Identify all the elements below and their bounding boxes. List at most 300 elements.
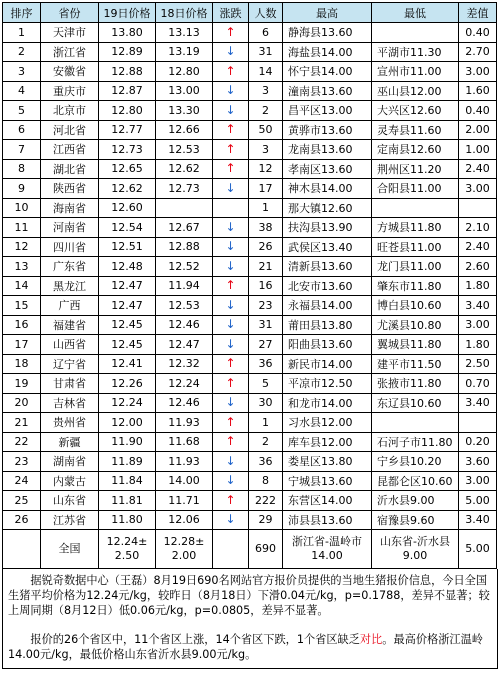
table-row (3, 179, 497, 199)
high-cell: 龙南县13.60 (283, 140, 372, 160)
arrow-down-icon: ↓ (225, 44, 236, 59)
rank-cell: 1 (3, 23, 41, 43)
high-cell: 新民市14.00 (283, 354, 372, 374)
diff-cell: 2.00 (459, 120, 497, 140)
diff-cell: 2.70 (459, 42, 497, 62)
table-row (3, 510, 497, 530)
arrow-down-icon: ↓ (225, 317, 236, 332)
total-high-line2: 14.00 (311, 549, 343, 562)
arrow-down-icon: ↓ (225, 258, 236, 273)
price-19-cell: 11.80 (99, 510, 156, 530)
diff-cell: 3.00 (459, 471, 497, 491)
rank-cell: 11 (3, 218, 41, 238)
price-19-cell: 11.90 (99, 432, 156, 452)
high-cell: 永福县14.00 (283, 296, 372, 316)
diff-cell: 0.70 (459, 374, 497, 394)
price-18-cell: 14.00 (156, 471, 213, 491)
high-cell: 黄骅市13.60 (283, 120, 372, 140)
trend-cell (213, 335, 249, 355)
price-18-cell: 12.62 (156, 159, 213, 179)
count-cell: 17 (249, 179, 283, 199)
trend-cell (213, 198, 249, 218)
price-19-cell: 12.45 (99, 315, 156, 335)
province-cell: 江西省 (41, 140, 99, 160)
trend-cell (213, 23, 249, 43)
diff-cell: 3.60 (459, 452, 497, 472)
high-cell: 武侯区13.40 (283, 237, 372, 257)
trend-cell (213, 452, 249, 472)
trend-cell (213, 42, 249, 62)
count-cell: 2 (249, 432, 283, 452)
high-cell: 扶沟县13.90 (283, 218, 372, 238)
arrow-up-icon: ↑ (225, 141, 236, 156)
table-row (3, 471, 497, 491)
price-19-cell: 11.81 (99, 491, 156, 511)
trend-cell (213, 471, 249, 491)
high-cell: 娄星区13.80 (283, 452, 372, 472)
count-cell: 16 (249, 276, 283, 296)
table-row (3, 140, 497, 160)
low-cell: 建平市11.50 (372, 354, 459, 374)
price-18-cell (156, 198, 213, 218)
summary-paragraph-2-text-a: 报价的26个省区中，11个省区上涨，14个省区下跌，1个省区缺乏 (30, 633, 360, 646)
price-19-cell: 12.41 (99, 354, 156, 374)
arrow-up-icon: ↑ (225, 375, 236, 390)
high-cell: 海盐县14.00 (283, 42, 372, 62)
low-cell: 合阳县11.00 (372, 179, 459, 199)
trend-cell (213, 315, 249, 335)
count-cell: 31 (249, 315, 283, 335)
trend-cell (213, 491, 249, 511)
price-19-cell: 12.51 (99, 237, 156, 257)
arrow-up-icon: ↑ (225, 492, 236, 507)
price-19-cell: 11.89 (99, 452, 156, 472)
total-low-line1: 山东省-沂水县 (380, 535, 450, 548)
rank-cell: 22 (3, 432, 41, 452)
header-rank: 排序 (3, 3, 41, 23)
count-cell: 23 (249, 296, 283, 316)
province-cell: 海南省 (41, 198, 99, 218)
arrow-down-icon: ↓ (225, 83, 236, 98)
price-18-cell: 12.88 (156, 237, 213, 257)
low-cell: 沂水县9.00 (372, 491, 459, 511)
trend-cell (213, 159, 249, 179)
diff-cell: 3.40 (459, 296, 497, 316)
arrow-down-icon: ↓ (225, 297, 236, 312)
total-price-18-line1: 12.28± (163, 535, 205, 548)
total-high-line1: 浙江省-温岭市 (292, 535, 362, 548)
count-cell: 5 (249, 374, 283, 394)
low-cell: 张掖市11.80 (372, 374, 459, 394)
low-cell: 尤溪县10.80 (372, 315, 459, 335)
diff-cell (459, 413, 497, 433)
rank-cell: 24 (3, 471, 41, 491)
price-19-cell: 12.24 (99, 393, 156, 413)
arrow-down-icon: ↓ (225, 336, 236, 351)
arrow-up-icon: ↑ (225, 278, 236, 293)
trend-cell (213, 237, 249, 257)
price-18-cell: 11.71 (156, 491, 213, 511)
count-cell: 27 (249, 335, 283, 355)
total-price-19-line1: 12.24± (106, 535, 148, 548)
province-cell: 新疆 (41, 432, 99, 452)
high-cell: 那大镇12.60 (283, 198, 372, 218)
table-row (3, 237, 497, 257)
trend-cell (213, 296, 249, 316)
diff-cell: 1.80 (459, 276, 497, 296)
price-18-cell: 12.73 (156, 179, 213, 199)
high-cell: 怀宁县14.00 (283, 62, 372, 82)
rank-cell: 20 (3, 393, 41, 413)
summary-paragraph-2-text-b: 。最高价格浙江温岭14.00元/kg，最低价格山东省沂水县9.00元/kg。 (8, 633, 483, 661)
province-cell: 山西省 (41, 335, 99, 355)
trend-cell (213, 140, 249, 160)
rank-cell: 25 (3, 491, 41, 511)
low-cell: 方城县11.80 (372, 218, 459, 238)
diff-cell: 0.40 (459, 101, 497, 121)
trend-cell (213, 276, 249, 296)
count-cell: 3 (249, 81, 283, 101)
high-cell: 库车县12.00 (283, 432, 372, 452)
diff-cell: 3.00 (459, 62, 497, 82)
count-cell: 2 (249, 101, 283, 121)
province-cell: 河北省 (41, 120, 99, 140)
table-row (3, 218, 497, 238)
summary-paragraph-2 (8, 632, 492, 662)
high-cell: 习水县12.00 (283, 413, 372, 433)
diff-cell: 3.40 (459, 393, 497, 413)
price-18-cell: 12.67 (156, 218, 213, 238)
rank-cell: 21 (3, 413, 41, 433)
province-cell: 广西 (41, 296, 99, 316)
low-cell: 荆州区11.20 (372, 159, 459, 179)
trend-cell (213, 81, 249, 101)
low-cell: 平湖市11.30 (372, 42, 459, 62)
price-19-cell: 12.62 (99, 179, 156, 199)
low-cell: 宿豫县9.60 (372, 510, 459, 530)
low-cell (372, 23, 459, 43)
arrow-up-icon: ↑ (225, 24, 236, 39)
trend-cell (213, 257, 249, 277)
price-18-cell: 13.13 (156, 23, 213, 43)
total-trend (213, 530, 249, 569)
low-cell: 龙门县11.00 (372, 257, 459, 277)
low-cell: 翼城县11.80 (372, 335, 459, 355)
count-cell: 1 (249, 198, 283, 218)
summary-highlight-contrast: 对比 (359, 633, 383, 646)
high-cell: 宁城县13.60 (283, 471, 372, 491)
price-19-cell: 12.65 (99, 159, 156, 179)
arrow-up-icon: ↑ (225, 434, 236, 449)
diff-cell: 0.40 (459, 23, 497, 43)
province-cell: 重庆市 (41, 81, 99, 101)
arrow-up-icon: ↑ (225, 161, 236, 176)
low-cell: 肇东市11.80 (372, 276, 459, 296)
arrow-down-icon: ↓ (225, 512, 236, 527)
price-19-cell: 12.87 (99, 81, 156, 101)
diff-cell: 2.50 (459, 354, 497, 374)
total-low (372, 530, 459, 569)
rank-cell: 16 (3, 315, 41, 335)
low-cell: 宁乡县10.20 (372, 452, 459, 472)
rank-cell: 5 (3, 101, 41, 121)
total-price-19 (99, 530, 156, 569)
trend-cell (213, 101, 249, 121)
table-row (3, 335, 497, 355)
header-price-18: 18日价格 (156, 3, 213, 23)
high-cell: 清新县13.60 (283, 257, 372, 277)
price-18-cell: 11.93 (156, 413, 213, 433)
price-18-cell: 13.30 (156, 101, 213, 121)
table-row (3, 354, 497, 374)
price-18-cell: 12.53 (156, 140, 213, 160)
price-19-cell: 13.80 (99, 23, 156, 43)
price-19-cell: 12.47 (99, 276, 156, 296)
diff-cell: 2.10 (459, 218, 497, 238)
high-cell: 昌平区13.00 (283, 101, 372, 121)
low-cell: 大兴区12.60 (372, 101, 459, 121)
rank-cell: 7 (3, 140, 41, 160)
high-cell: 潼南县13.60 (283, 81, 372, 101)
province-cell: 浙江省 (41, 42, 99, 62)
rank-cell: 26 (3, 510, 41, 530)
low-cell: 定南县12.60 (372, 140, 459, 160)
price-19-cell: 12.77 (99, 120, 156, 140)
price-19-cell: 11.84 (99, 471, 156, 491)
table-row (3, 491, 497, 511)
header-count: 人数 (249, 3, 283, 23)
trend-cell (213, 179, 249, 199)
total-low-line2: 9.00 (402, 549, 428, 562)
arrow-down-icon: ↓ (225, 102, 236, 117)
count-cell: 6 (249, 23, 283, 43)
table-row (3, 198, 497, 218)
province-cell: 山东省 (41, 491, 99, 511)
high-cell: 神木县14.00 (283, 179, 372, 199)
trend-cell (213, 62, 249, 82)
price-18-cell: 12.80 (156, 62, 213, 82)
rank-cell: 14 (3, 276, 41, 296)
rank-cell: 12 (3, 237, 41, 257)
price-19-cell: 12.48 (99, 257, 156, 277)
count-cell: 38 (249, 218, 283, 238)
price-18-cell: 12.24 (156, 374, 213, 394)
price-report (2, 2, 496, 669)
trend-cell (213, 393, 249, 413)
table-row (3, 432, 497, 452)
price-18-cell: 12.46 (156, 393, 213, 413)
low-cell: 宣州市11.00 (372, 62, 459, 82)
table-row (3, 374, 497, 394)
trend-cell (213, 354, 249, 374)
diff-cell: 1.60 (459, 81, 497, 101)
price-19-cell: 12.73 (99, 140, 156, 160)
total-label: 全国 (41, 530, 99, 569)
total-price-19-line2: 2.50 (114, 549, 140, 562)
count-cell: 21 (249, 257, 283, 277)
low-cell (372, 198, 459, 218)
price-19-cell: 12.54 (99, 218, 156, 238)
price-18-cell: 13.19 (156, 42, 213, 62)
province-cell: 湖北省 (41, 159, 99, 179)
price-18-cell: 12.47 (156, 335, 213, 355)
price-18-cell: 12.52 (156, 257, 213, 277)
high-cell: 莆田县13.80 (283, 315, 372, 335)
price-table (2, 2, 497, 569)
province-cell: 辽宁省 (41, 354, 99, 374)
rank-cell: 4 (3, 81, 41, 101)
price-18-cell: 13.00 (156, 81, 213, 101)
diff-cell: 3.00 (459, 179, 497, 199)
province-cell: 福建省 (41, 315, 99, 335)
price-19-cell: 12.60 (99, 198, 156, 218)
table-row (3, 101, 497, 121)
price-19-cell: 12.45 (99, 335, 156, 355)
high-cell: 东营区14.00 (283, 491, 372, 511)
table-row (3, 62, 497, 82)
diff-cell: 3.40 (459, 510, 497, 530)
province-cell: 安徽省 (41, 62, 99, 82)
count-cell: 50 (249, 120, 283, 140)
price-18-cell: 11.94 (156, 276, 213, 296)
table-row (3, 315, 497, 335)
arrow-up-icon: ↑ (225, 356, 236, 371)
province-cell: 广东省 (41, 257, 99, 277)
header-diff: 差值 (459, 3, 497, 23)
price-18-cell: 12.66 (156, 120, 213, 140)
high-cell: 平凉市12.50 (283, 374, 372, 394)
table-row (3, 23, 497, 43)
province-cell: 北京市 (41, 101, 99, 121)
province-cell: 天津市 (41, 23, 99, 43)
table-row (3, 42, 497, 62)
diff-cell: 5.00 (459, 491, 497, 511)
high-cell: 阳曲县13.60 (283, 335, 372, 355)
summary-paragraph-1: 据锐奇数据中心（王磊）8月19日690名网站官方报价员提供的当地生猪报价信息，今日全国生猪平均价格为12.24元/kg，较昨日（8月18日）下滑0.04元/kg，p=0.1788，差异不显著；较上周同期（8月12日）低0.06元/kg，p=0.0805，差异不显著。 (8, 574, 490, 617)
price-19-cell: 12.80 (99, 101, 156, 121)
province-cell: 河南省 (41, 218, 99, 238)
total-price-18 (156, 530, 213, 569)
table-row (3, 257, 497, 277)
province-cell: 陕西省 (41, 179, 99, 199)
table-header-row (3, 3, 497, 23)
price-18-cell: 11.68 (156, 432, 213, 452)
arrow-down-icon: ↓ (225, 453, 236, 468)
total-diff: 5.00 (459, 530, 497, 569)
table-row (3, 393, 497, 413)
total-rank (3, 530, 41, 569)
price-19-cell: 12.89 (99, 42, 156, 62)
diff-cell: 3.00 (459, 315, 497, 335)
province-cell: 贵州省 (41, 413, 99, 433)
low-cell: 东辽县10.60 (372, 393, 459, 413)
price-19-cell: 12.26 (99, 374, 156, 394)
price-18-cell: 12.53 (156, 296, 213, 316)
arrow-down-icon: ↓ (225, 219, 236, 234)
count-cell: 36 (249, 452, 283, 472)
high-cell: 北安市13.60 (283, 276, 372, 296)
arrow-down-icon: ↓ (225, 239, 236, 254)
count-cell: 222 (249, 491, 283, 511)
low-cell: 旺苍县11.00 (372, 237, 459, 257)
count-cell: 29 (249, 510, 283, 530)
high-cell: 沛县县13.60 (283, 510, 372, 530)
count-cell: 1 (249, 413, 283, 433)
low-cell: 博白县10.60 (372, 296, 459, 316)
rank-cell: 2 (3, 42, 41, 62)
low-cell: 昆都仑区10.60 (372, 471, 459, 491)
price-19-cell: 12.47 (99, 296, 156, 316)
low-cell: 巫山县12.00 (372, 81, 459, 101)
low-cell (372, 413, 459, 433)
count-cell: 8 (249, 471, 283, 491)
rank-cell: 9 (3, 179, 41, 199)
arrow-up-icon: ↑ (225, 122, 236, 137)
table-row (3, 120, 497, 140)
count-cell: 14 (249, 62, 283, 82)
price-18-cell: 12.32 (156, 354, 213, 374)
header-price-19: 19日价格 (99, 3, 156, 23)
province-cell: 湖南省 (41, 452, 99, 472)
province-cell: 江苏省 (41, 510, 99, 530)
diff-cell: 0.20 (459, 432, 497, 452)
low-cell: 石河子市11.80 (372, 432, 459, 452)
high-cell: 孝南区13.60 (283, 159, 372, 179)
rank-cell: 15 (3, 296, 41, 316)
arrow-down-icon: ↓ (225, 473, 236, 488)
count-cell: 31 (249, 42, 283, 62)
table-row (3, 159, 497, 179)
rank-cell: 13 (3, 257, 41, 277)
province-cell: 甘肃省 (41, 374, 99, 394)
high-cell: 和龙市14.00 (283, 393, 372, 413)
high-cell: 静海县13.60 (283, 23, 372, 43)
table-row (3, 413, 497, 433)
national-total-row (3, 530, 497, 569)
rank-cell: 17 (3, 335, 41, 355)
header-high: 最高 (283, 3, 372, 23)
trend-cell (213, 218, 249, 238)
price-18-cell: 12.46 (156, 315, 213, 335)
total-count: 690 (249, 530, 283, 569)
table-row (3, 81, 497, 101)
summary-notes (2, 569, 498, 669)
arrow-up-icon: ↑ (225, 63, 236, 78)
header-trend: 涨跌 (213, 3, 249, 23)
price-18-cell: 11.93 (156, 452, 213, 472)
province-cell: 内蒙古 (41, 471, 99, 491)
price-19-cell: 12.88 (99, 62, 156, 82)
price-19-cell: 12.00 (99, 413, 156, 433)
total-price-18-line2: 2.00 (171, 549, 197, 562)
count-cell: 36 (249, 354, 283, 374)
table-row (3, 296, 497, 316)
trend-cell (213, 432, 249, 452)
diff-cell: 2.60 (459, 257, 497, 277)
diff-cell: 2.40 (459, 237, 497, 257)
count-cell: 3 (249, 140, 283, 160)
trend-cell (213, 120, 249, 140)
rank-cell: 23 (3, 452, 41, 472)
rank-cell: 10 (3, 198, 41, 218)
total-high (283, 530, 372, 569)
arrow-down-icon: ↓ (225, 395, 236, 410)
diff-cell (459, 198, 497, 218)
trend-cell (213, 374, 249, 394)
arrow-down-icon: ↓ (225, 180, 236, 195)
trend-cell (213, 413, 249, 433)
price-18-cell: 12.06 (156, 510, 213, 530)
